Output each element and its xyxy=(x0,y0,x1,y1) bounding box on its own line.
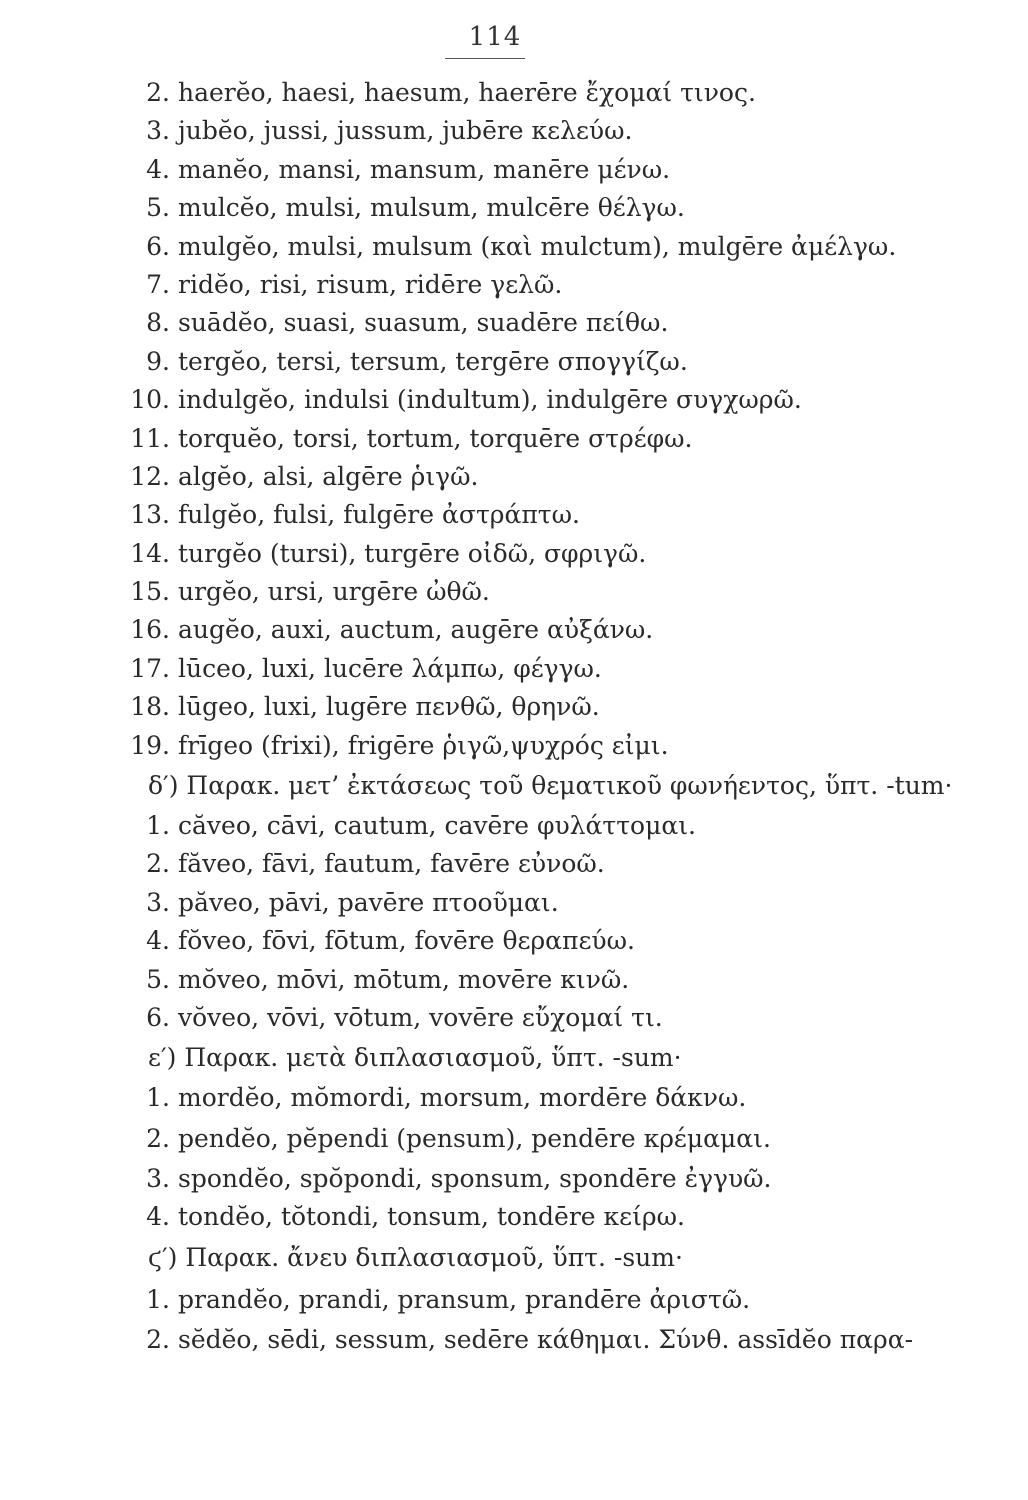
line-text: pendĕo, pĕpendi (pensum), pendēre κρέμαμαι. xyxy=(178,1123,771,1153)
line-text: haerĕo, haesi, haesum, haerēre ἔχομαί τινος. xyxy=(178,78,756,107)
text-line xyxy=(0,420,1028,458)
line-text: vŏveo, vōvi, vōtum, vovēre εὔχομαί τι. xyxy=(178,1002,663,1032)
text-line xyxy=(0,112,1028,150)
section-heading-text: ϛ′) Παρακ. ἄνευ διπλασιασμοῦ, ὕπτ. -sum· xyxy=(148,1242,683,1272)
text-line xyxy=(0,228,1028,266)
line-text: algĕo, alsi, algēre ῥιγῶ. xyxy=(178,461,479,491)
line-number: 2. xyxy=(146,78,170,107)
line-number: 2. xyxy=(146,1324,170,1354)
line-text: mulgĕo, mulsi, mulsum (καὶ mulctum), mulgēre ἀμέλγω. xyxy=(178,231,897,261)
section-heading-text: ε′) Παρακ. μετὰ διπλασιασμοῦ, ὕπτ. -sum· xyxy=(148,1043,682,1073)
line-text: jubĕo, jussi, jussum, jubēre κελεύω. xyxy=(178,116,633,146)
line-number: 5. xyxy=(146,193,170,223)
line-text: lūceo, luxi, lucēre λάμπω, φέγγω. xyxy=(178,653,602,683)
line-number: 18. xyxy=(130,692,170,722)
line-number: 3. xyxy=(146,887,170,917)
text-line xyxy=(0,845,1028,883)
line-number: 15. xyxy=(130,577,170,607)
line-text: suādĕo, suasi, suasum, suadēre πείθω. xyxy=(178,308,669,338)
line-number: 12. xyxy=(130,461,170,491)
text-line xyxy=(0,1079,1028,1117)
line-text: lūgeo, luxi, lugēre πενθῶ, θρηνῶ. xyxy=(178,692,600,722)
line-text: păveo, pāvi, pavēre πτοοῦμαι. xyxy=(178,887,559,917)
text-line xyxy=(0,1118,1028,1160)
text-line xyxy=(0,266,1028,304)
section-heading-line xyxy=(0,1037,1028,1079)
line-text: mordĕo, mŏmordi, morsum, mordēre δάκνω. xyxy=(178,1083,747,1113)
text-line xyxy=(0,999,1028,1037)
text-line xyxy=(0,573,1028,611)
text-line xyxy=(0,1279,1028,1321)
line-number: 6. xyxy=(146,1002,170,1032)
text-line xyxy=(0,381,1028,419)
page-number: 114 xyxy=(468,22,522,52)
text-line xyxy=(0,650,1028,688)
line-text: fulgĕo, fulsi, fulgēre ἀστράπτω. xyxy=(178,500,580,530)
line-text: turgĕo (tursi), turgēre οἰδῶ, σφριγῶ. xyxy=(178,538,647,568)
text-line xyxy=(0,727,1028,765)
line-text: torquĕo, torsi, tortum, torquēre στρέφω. xyxy=(178,423,693,453)
line-number: 16. xyxy=(130,615,170,645)
text-line xyxy=(0,304,1028,342)
line-number: 8. xyxy=(146,308,170,338)
line-text: făveo, fāvi, fautum, favēre εὐνοῶ. xyxy=(178,849,605,879)
line-number: 6. xyxy=(146,231,170,261)
text-line xyxy=(0,884,1028,922)
section-heading-text: δ′) Παρακ. μετ’ ἐκτάσεως τοῦ θεματικοῦ φωνήεντος, ὕπτ. -tum· xyxy=(148,771,953,801)
line-number: 1. xyxy=(146,1083,170,1113)
line-text: tergĕo, tersi, tersum, tergēre σπογγίζω. xyxy=(178,346,688,376)
line-text: mulcĕo, mulsi, mulsum, mulcēre θέλγω. xyxy=(178,193,685,223)
text-line xyxy=(0,458,1028,496)
line-number: 4. xyxy=(146,154,170,184)
page-body xyxy=(0,74,1028,1359)
text-line xyxy=(0,1160,1028,1198)
line-number: 4. xyxy=(146,1202,170,1232)
line-text: fŏveo, fōvi, fōtum, fovēre θεραπεύω. xyxy=(178,926,635,956)
page-number-rule xyxy=(445,58,525,59)
text-line xyxy=(0,688,1028,726)
line-number: 7. xyxy=(146,269,170,299)
line-text: ridĕo, risi, risum, ridēre γελῶ. xyxy=(178,269,563,299)
line-text: spondĕo, spŏpondi, sponsum, spondēre ἐγγυῶ. xyxy=(178,1163,772,1193)
line-number: 1. xyxy=(146,811,170,841)
line-text: tondĕo, tŏtondi, tonsum, tondēre κείρω. xyxy=(178,1202,685,1232)
text-line xyxy=(0,1321,1028,1359)
text-line xyxy=(0,74,1028,112)
line-number: 3. xyxy=(146,116,170,146)
text-line xyxy=(0,922,1028,960)
text-line xyxy=(0,1198,1028,1236)
line-number: 10. xyxy=(130,385,170,415)
line-text: augĕo, auxi, auctum, augēre αὐξάνω. xyxy=(178,615,654,645)
text-line xyxy=(0,189,1028,227)
text-line xyxy=(0,807,1028,845)
text-line xyxy=(0,611,1028,649)
line-number: 11. xyxy=(130,423,170,453)
line-number: 2. xyxy=(146,849,170,879)
line-number: 1. xyxy=(146,1284,170,1314)
line-text: manĕo, mansi, mansum, manēre μένω. xyxy=(178,154,671,184)
text-line xyxy=(0,151,1028,189)
section-heading-line xyxy=(0,1237,1028,1279)
text-line xyxy=(0,343,1028,381)
line-text: căveo, cāvi, cautum, cavēre φυλάττομαι. xyxy=(178,811,696,841)
line-number: 4. xyxy=(146,926,170,956)
line-text: urgĕo, ursi, urgēre ὠθῶ. xyxy=(178,577,490,607)
line-number: 14. xyxy=(130,538,170,568)
line-number: 9. xyxy=(146,346,170,376)
line-number: 17. xyxy=(130,653,170,683)
line-text: mŏveo, mōvi, mōtum, movēre κινῶ. xyxy=(178,964,630,994)
text-line xyxy=(0,961,1028,999)
section-heading-line xyxy=(0,765,1028,807)
line-number: 13. xyxy=(130,500,170,530)
line-text: sĕdĕo, sēdi, sessum, sedēre κάθημαι. Σύνθ. assīdĕo παρα- xyxy=(178,1324,914,1354)
text-line xyxy=(0,496,1028,534)
text-line xyxy=(0,535,1028,573)
line-number: 5. xyxy=(146,964,170,994)
line-number: 19. xyxy=(130,730,170,760)
line-text: frīgeo (frixi), frigēre ῥιγῶ,ψυχρός εἰμι. xyxy=(178,730,669,760)
line-text: indulgĕo, indulsi (indultum), indulgēre συγχωρῶ. xyxy=(178,385,802,415)
line-number: 3. xyxy=(146,1163,170,1193)
line-number: 2. xyxy=(146,1123,170,1153)
line-text: prandĕo, prandi, pransum, prandēre ἀριστῶ. xyxy=(178,1284,751,1314)
